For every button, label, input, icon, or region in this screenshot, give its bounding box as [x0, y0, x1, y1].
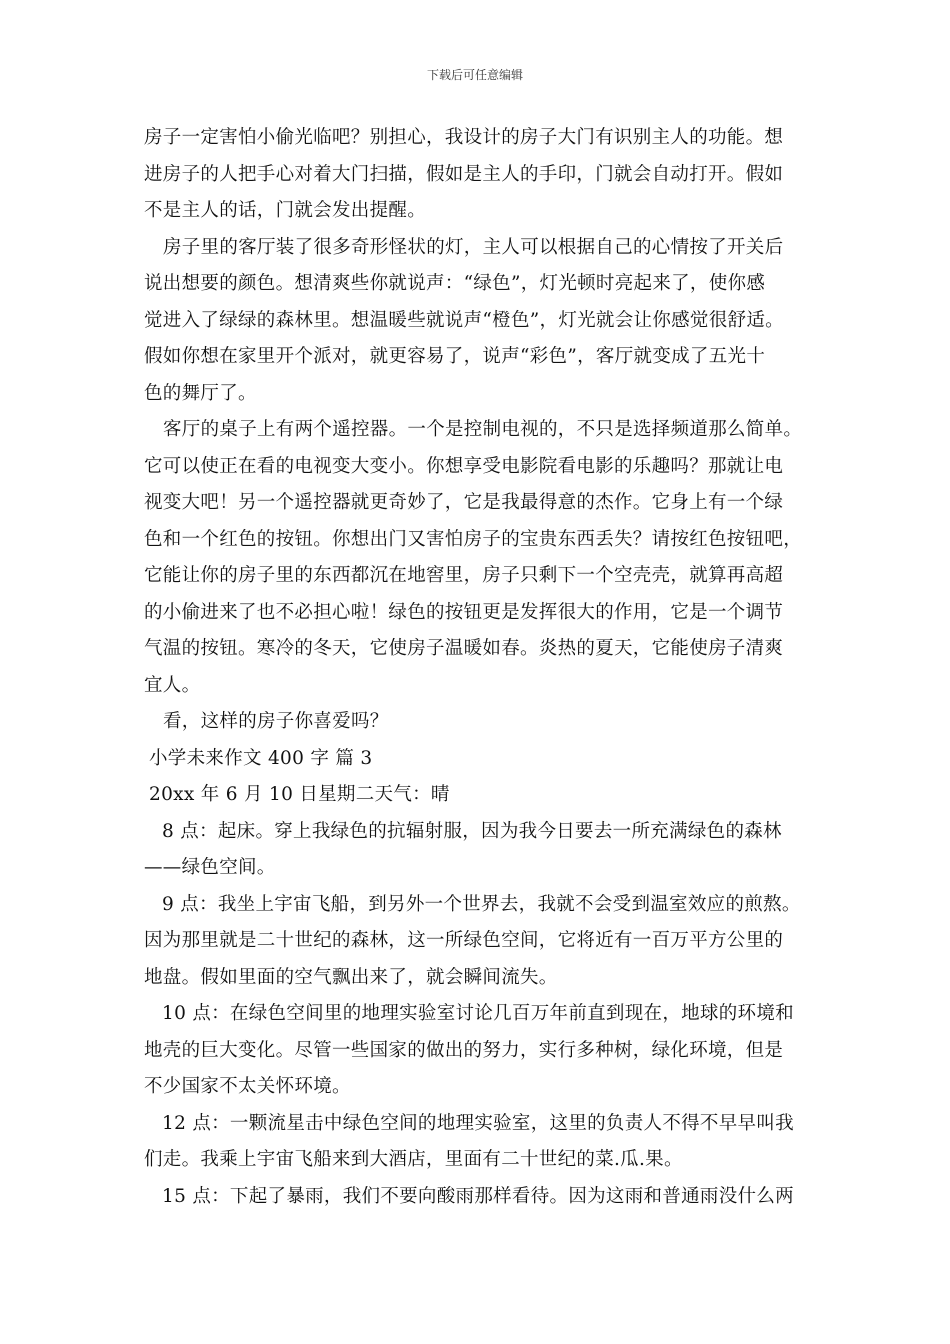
text-line: 它能让你的房子里的东西都沉在地窖里，房子只剩下一个空壳壳，就算再高超 [144, 565, 784, 586]
text-line: 说出想要的颜色。想清爽些你就说声：“绿色”，灯光顿时亮起来了，使你感 [144, 273, 766, 294]
paragraph-start: 客厅的桌子上有两个遥控器。一个是控制电视的，不只是选择频道那么简单。 [163, 419, 803, 440]
text-line: 色和一个红色的按钮。你想出门又害怕房子的宝贵东西丢失？请按红色按钮吧， [144, 528, 803, 550]
document-body [144, 120, 816, 1215]
paragraph-start: 房子里的客厅装了很多奇形怪状的灯，主人可以根据自己的心情按了开关后 [163, 236, 784, 258]
page-header: 下载后可任意编辑 [426, 68, 523, 82]
date-line: 20xx 年 6 月 10 日星期二天气：晴 [149, 784, 450, 805]
text-line: 色的舞厅了。 [144, 382, 257, 404]
text-line: 觉进入了绿绿的森林里。想温暖些就说声“橙色”，灯光就会让你感觉很舒适。 [144, 309, 784, 331]
paragraph-start: 10 点：在绿色空间里的地理实验室讨论几百万年前直到现在，地球的环境和 [162, 1003, 794, 1024]
text-line: 因为那里就是二十世纪的森林，这一所绿色空间，它将近有一百万平方公里的 [144, 930, 784, 951]
text-line: 们走。我乘上宇宙飞船来到大酒店，里面有二十世纪的菜.瓜.果。 [144, 1149, 683, 1170]
paragraph-start: 12 点：一颗流星击中绿色空间的地理实验室，这里的负责人不得不早早叫我 [162, 1112, 794, 1134]
text-line: 不是主人的话，门就会发出提醒。 [144, 200, 427, 221]
paragraph-start: 15 点：下起了暴雨，我们不要向酸雨那样看待。因为这雨和普通雨没什么两 [162, 1185, 794, 1207]
text-line: 不少国家不太关怀环境。 [144, 1076, 351, 1097]
text-line: 进房子的人把手心对着大门扫描，假如是主人的手印，门就会自动打开。假如 [144, 163, 784, 185]
text-line: 房子一定害怕小偷光临吧？别担心，我设计的房子大门有识别主人的功能。想 [144, 127, 784, 148]
section-heading: 小学未来作文 400 字 篇 3 [149, 747, 373, 769]
text-line: 地盘。假如里面的空气飘出来了，就会瞬间流失。 [144, 966, 558, 988]
text-line: 地壳的巨大变化。尽管一些国家的做出的努力，实行多种树，绿化环境，但是 [144, 1039, 784, 1061]
text-line: 假如你想在家里开个派对，就更容易了，说声“彩色”，客厅就变成了五光十 [144, 346, 766, 367]
paragraph-start: 8 点：起床。穿上我绿色的抗辐射服，因为我今日要去一所充满绿色的森林 [162, 820, 782, 842]
text-line: 气温的按钮。寒冷的冬天，它使房子温暖如春。炎热的夏天，它能使房子清爽 [144, 638, 784, 659]
text-line: ——绿色空间。 [144, 857, 276, 878]
text-line: 宜人。 [144, 674, 201, 696]
text-line: 它可以使正在看的电视变大变小。你想享受电影院看电影的乐趣吗？那就让电 [144, 455, 784, 477]
paragraph-start: 看，这样的房子你喜爱吗？ [163, 711, 389, 732]
text-line: 视变大吧！另一个遥控器就更奇妙了，它是我最得意的杰作。它身上有一个绿 [144, 492, 784, 513]
text-line: 的小偷进来了也不必担心啦！绿色的按钮更是发挥很大的作用，它是一个调节 [144, 601, 784, 623]
paragraph-start: 9 点：我坐上宇宙飞船，到另外一个世界去，我就不会受到温室效应的煎熬。 [162, 893, 801, 915]
